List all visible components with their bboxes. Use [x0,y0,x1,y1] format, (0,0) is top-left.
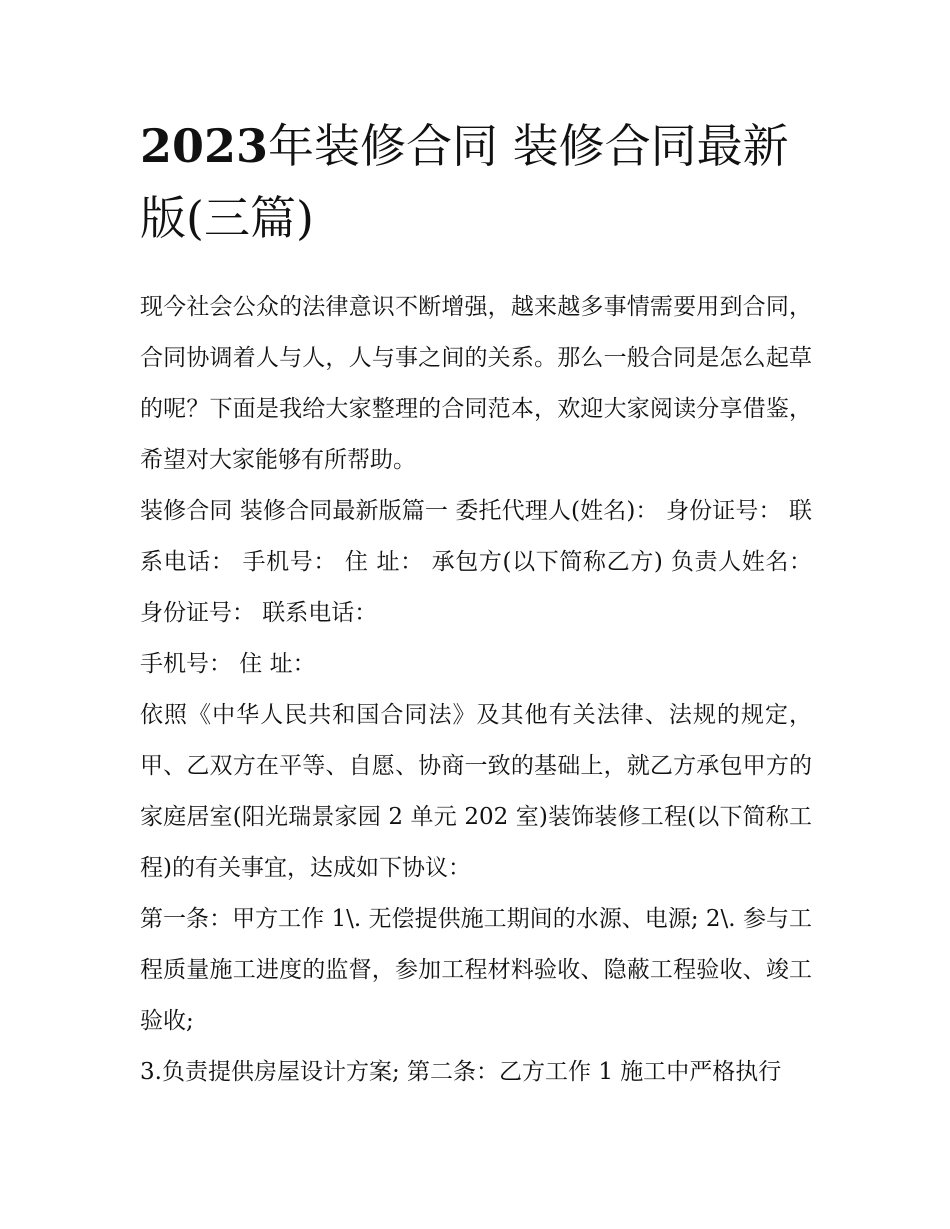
article-one-paragraph: 第一条：甲方工作 1\. 无偿提供施工期间的水源、电源; 2\. 参与工程质量施工进度的监督，参加工程材料验收、隐蔽工程验收、竣工验收; [140,906,812,1034]
parties-paragraph: 装修合同 装修合同最新版篇一 委托代理人(姓名)： 身份证号： 联系电话： 手机号： 住 址： 承包方(以下简称乙方) 负责人姓名： 身份证号： 联系电话： [140,498,812,626]
contact-paragraph: 手机号： 住 址： [140,651,316,677]
title-text: 年装修合同 装修合同最新版(三篇) [140,119,789,245]
article-two-paragraph: 3.负责提供房屋设计方案; 第二条：乙方工作 1 施工中严格执行 [140,1059,782,1085]
title-year: 2023 [140,119,269,173]
agreement-basis-paragraph: 依照《中华人民共和国合同法》及其他有关法律、法规的规定，甲、乙双方在平等、自愿、协商一致的基础上，就乙方承包甲方的家庭居室(阳光瑞景家园 2 单元 202 室)装饰装修工程(以下简称工程)的有关事宜，达成如下协议： [140,702,812,881]
intro-paragraph: 现今社会公众的法律意识不断增强，越来越多事情需要用到合同，合同协调着人与人，人与事之间的关系。那么一般合同是怎么起草的呢？下面是我给大家整理的合同范本，欢迎大家阅读分享借鉴，希望对大家能够有所帮助。 [140,294,812,473]
document-title [140,110,812,254]
document-page [140,110,812,1098]
